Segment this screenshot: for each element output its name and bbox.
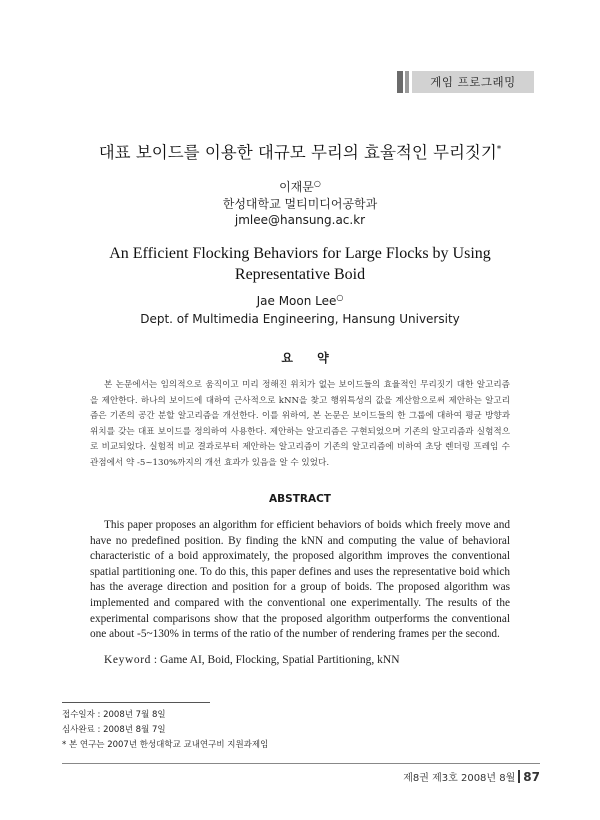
keywords: [104, 654, 524, 666]
abstract-english: This paper proposes an algorithm for efficient behaviors of boids which freely move and have no predefined position. By finding the kNN and computing the value of behavioral characteristic of a boid approximately, the proposed algorithm improves the conventional spatial partitioning one. To do this, this paper defines and uses the representative boid which has the average direction and position for a group of boids. The proposed algorithm was implemented and compared with the conventional one experimentally. The results of the experimental comparisons show that the proposed algorithm outperforms the conventional one about -5~130% in terms of the ratio of the number of rendering frames per the second.: [90, 519, 510, 641]
abstract-korean-heading: 요 약: [281, 351, 339, 365]
affiliation-korean: 한성대학교 멀티미디어공학과: [222, 197, 378, 211]
keyword-label: Keyword: [104, 654, 151, 666]
abstract-korean: 본 논문에서는 임의적으로 움직이고 미리 정해진 위치가 없는 보이드들의 효율적인 무리짓기 대한 알고리즘을 제안한다. 하나의 보이드에 대하여 근사적으로 kNN을 찾고 행위특성의 값을 계산함으로써 제안하는 알고리즘은 기존의 공간 분할 알고리즘을 개선한다. 이를 위하여, 본 논문은 보이드들의 한 그룹에 대하여 평균 방향과 위치를 갖는 대표 보이드를 정의하여 사용한다. 제안하는 알고리즘은 구현되었으며 기존의 알고리즘과 실험적으로 비교되었다. 실험적 비교 결과로부터 제안하는 알고리즘이 기존의 알고리즘에 비하여 초당 렌더링 프레임 수 관점에서 약 -5~130%까지의 개선 효과가 있음을 알 수 있었다.: [90, 380, 510, 468]
keyword-list: Game AI, Boid, Flocking, Spatial Partitioning, kNN: [159, 654, 400, 666]
section-tag-bar: [397, 71, 403, 93]
section-tag-bar-light: [405, 71, 409, 93]
page-number: 87: [523, 770, 540, 784]
footnote-divider: [62, 702, 210, 703]
author-english-mark: ○: [336, 293, 344, 302]
section-tag: 게임 프로그래밍: [412, 71, 534, 93]
author-english: [0, 293, 600, 308]
title-english: An Efficient Flocking Behaviors for Large Flocks by Using Representative Boid: [109, 245, 491, 283]
title-footnote-mark: *: [496, 144, 502, 155]
note-funding: * 본 연구는 2007년 한성대학교 교내연구비 지원과제임: [62, 740, 269, 750]
footer-divider: [62, 763, 540, 764]
author-korean: [0, 178, 600, 195]
author-english-name: Jae Moon Lee: [256, 294, 337, 308]
keyword-separator: :: [153, 654, 158, 666]
abstract-english-heading: ABSTRACT: [269, 493, 331, 505]
author-korean-name: 이재문: [279, 180, 314, 194]
affiliation-english: Dept. of Multimedia Engineering, Hansung University: [140, 312, 460, 326]
note-received-date: 접수일자 : 2008년 7월 8일: [62, 710, 166, 720]
note-review-date: 심사완료 : 2008년 8월 7일: [62, 725, 166, 735]
page-footer: [370, 769, 540, 784]
footer-volume: 제8권 제3호 2008년 8월: [403, 773, 516, 784]
author-email: jmlee@hansung.ac.kr: [234, 213, 366, 227]
title-korean: [0, 139, 600, 163]
footer-separator: [518, 770, 520, 783]
title-korean-text: 대표 보이드를 이용한 대규모 무리의 효율적인 무리짓기: [98, 143, 497, 162]
author-mark: ○: [313, 179, 321, 188]
